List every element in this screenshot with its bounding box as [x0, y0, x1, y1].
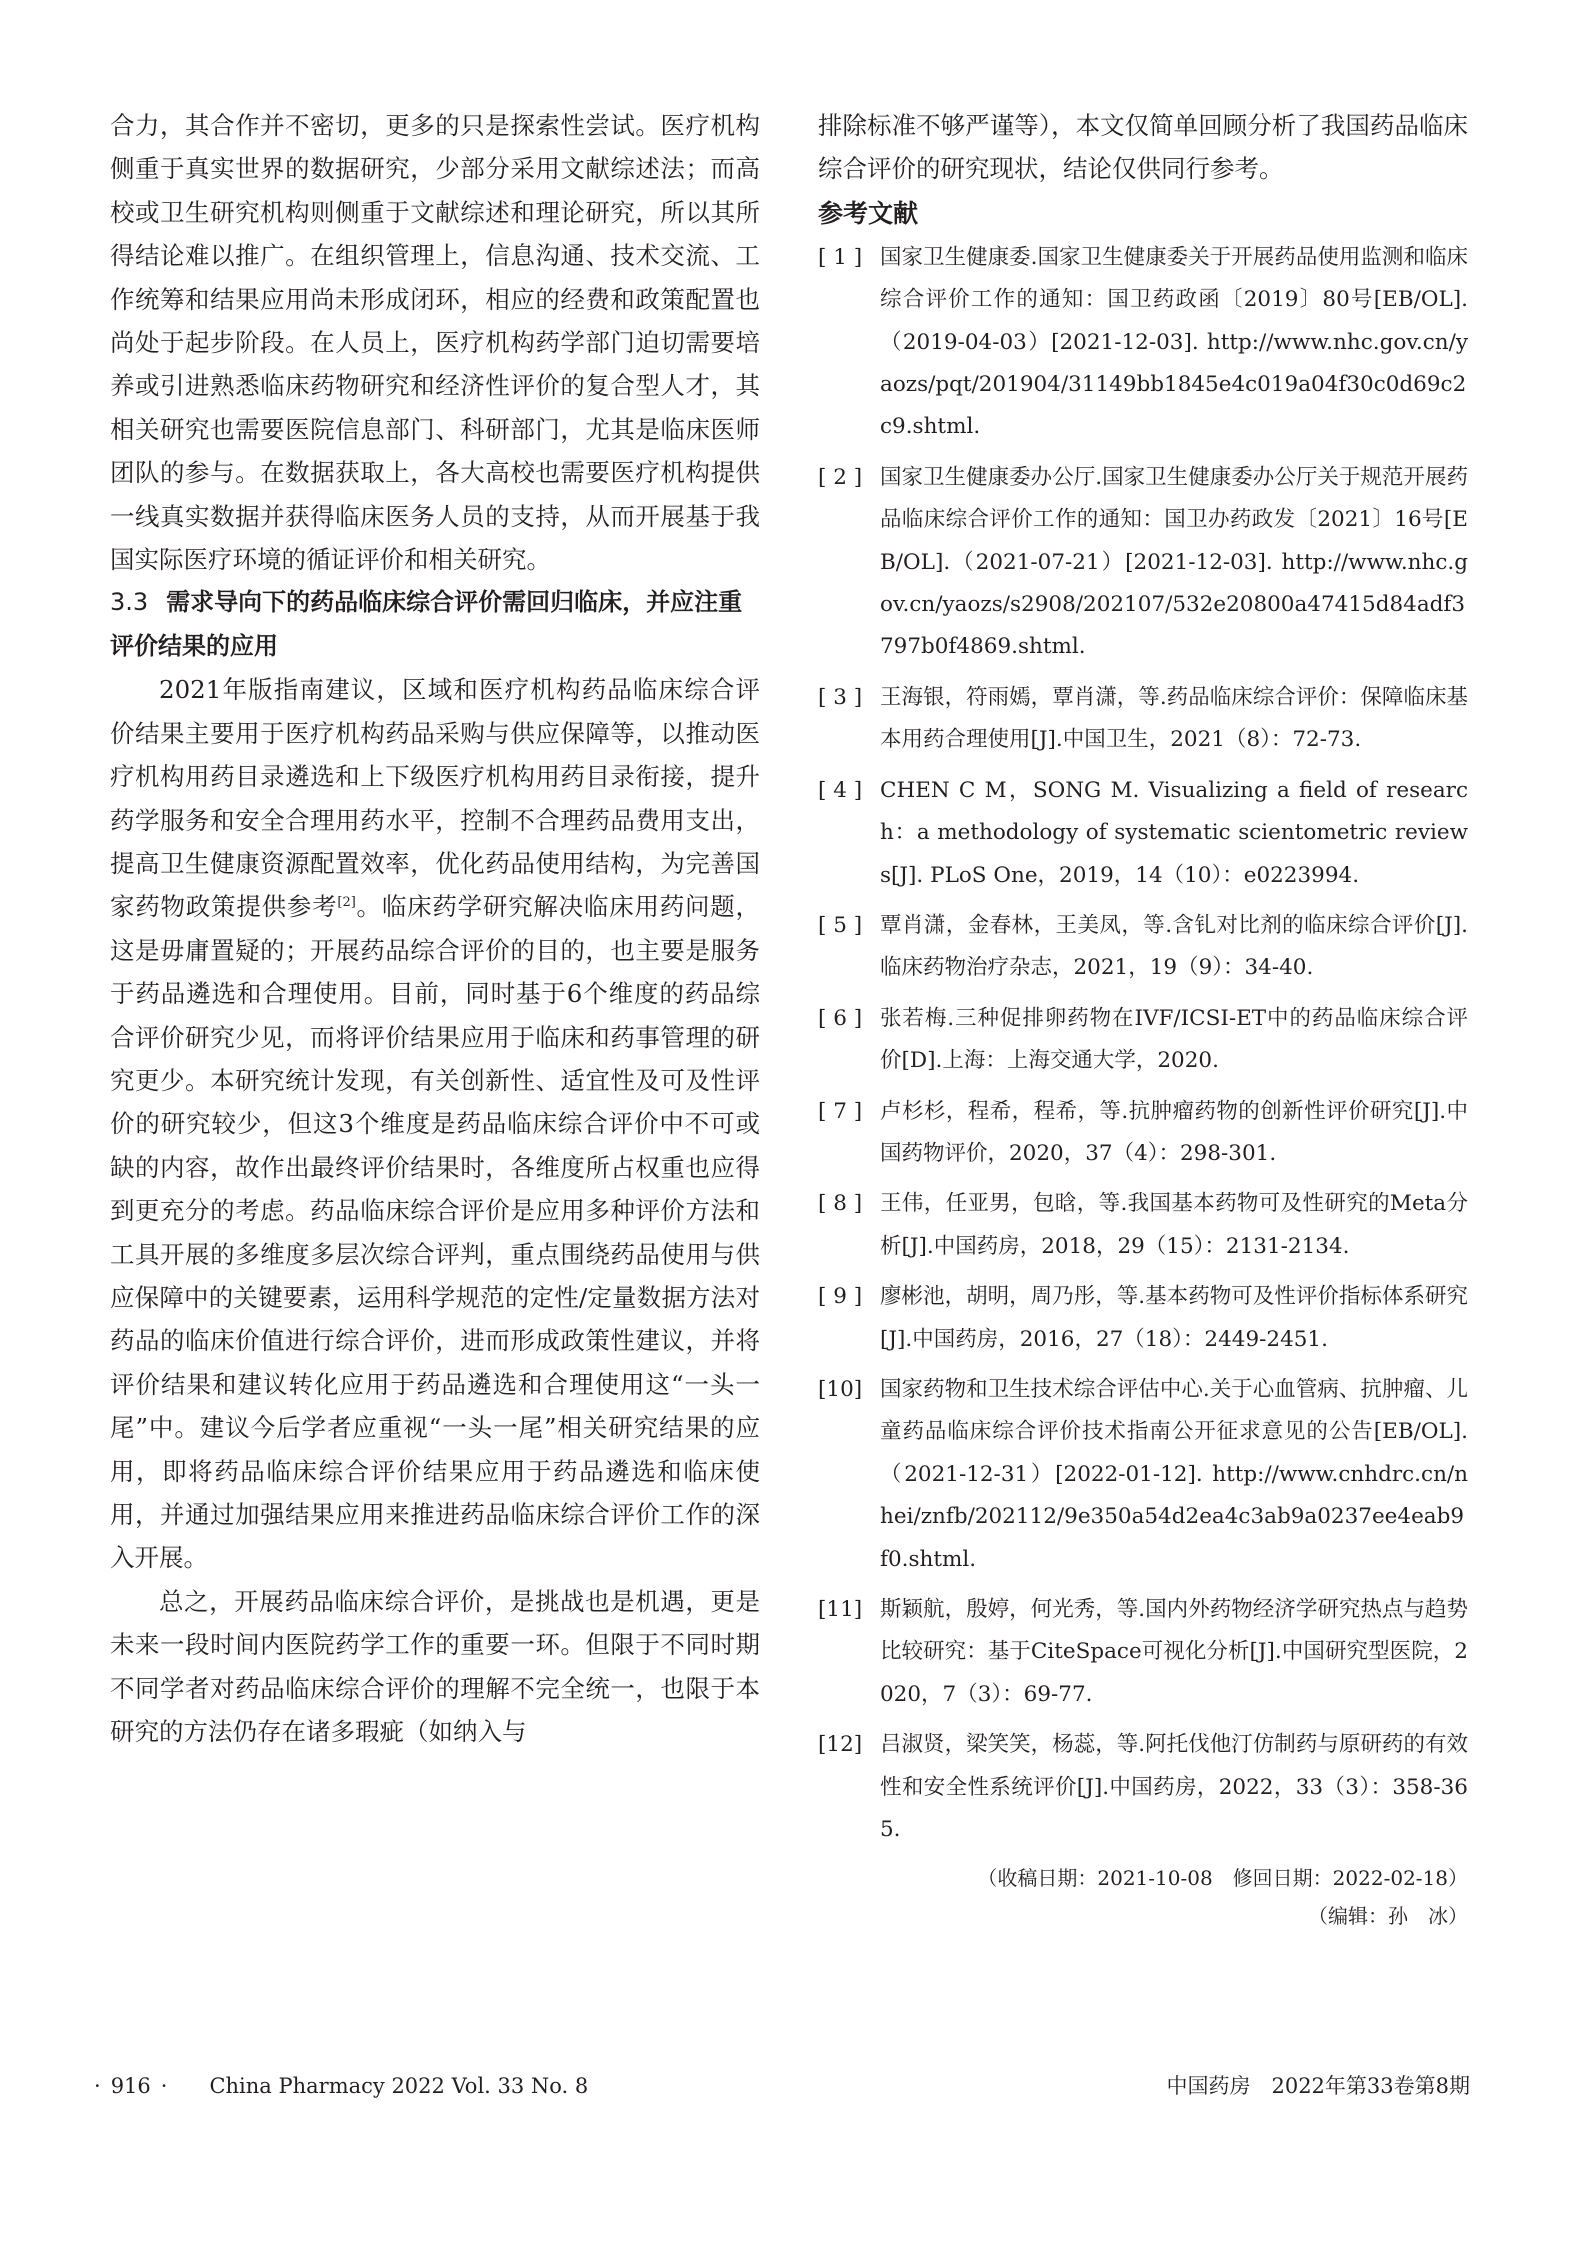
received-revised-dates: （收稿日期：2021-10-08 修回日期：2022-02-18） — [977, 1866, 1468, 1891]
reference-text: 国家卫生健康委办公厅.国家卫生健康委办公厅关于规范开展药品临床综合评价工作的通知：国卫办药政发〔2021〕16号[EB/OL].（2021-07-21）[2021-12-03]. http://www.nhc.gov.cn/yaozs/s2908/202107/532e20800a47415d84adf3797b0f4869.shtml. — [880, 464, 1468, 660]
footer-dot: · — [160, 2074, 168, 2098]
reference-text: 国家药物和卫生技术综合评估中心.关于心血管病、抗肿瘤、儿童药品临床综合评价技术指南公开征求意见的公告[EB/OL].（2021-12-31）[2022-01-12]. http://www.cnhdrc.cn/nhei/znfb/202112/9e350a54d2ea4c3ab9a0237ee4eab9f0.shtml. — [880, 1376, 1468, 1572]
reference-text: 廖彬池，胡明，周乃彤，等.基本药物可及性评价指标体系研究[J].中国药房，2016，27（18）：2449-2451. — [880, 1284, 1468, 1352]
reference-text: CHEN C M，SONG M. Visualizing a field of research：a methodology of systematic scientometric reviews[J]. PLoS One，2019，14（10）：e0223994. — [880, 777, 1468, 888]
footer-right — [1166, 2071, 1470, 2101]
reference-item — [818, 905, 1468, 990]
reference-item — [818, 1276, 1468, 1361]
citation-marker[interactable]: [2] — [337, 895, 356, 911]
reference-number: [ 1 ] — [818, 244, 863, 270]
page-number: 916 — [110, 2074, 151, 2098]
reference-text: 覃肖潇，金春林，王美凤，等.含钆对比剂的临床综合评价[J].临床药物治疗杂志，2021，19（9）：34-40. — [880, 912, 1468, 981]
reference-number: [ 9 ] — [818, 1284, 863, 1310]
references-heading: 参考文献 — [818, 198, 919, 228]
section-title: 需求导向下的药品临床综合评价需回归临床，并应注重评价结果的应用 — [110, 588, 743, 660]
reference-list — [818, 237, 1468, 1852]
reference-item — [818, 1369, 1468, 1581]
reference-number: [ 3 ] — [818, 684, 863, 710]
body-paragraph: 总之，开展药品临床综合评价，是挑战也是机遇，更是未来一段时间内医院药学工作的重要一环。但限于不同时期不同学者对药品临床综合评价的理解不完全统一，也限于本研究的方法仍存在诸多瑕疵（如纳入与 — [110, 1586, 760, 1747]
reference-text: 国家卫生健康委.国家卫生健康委关于开展药品使用监测和临床综合评价工作的通知：国卫药政函〔2019〕80号[EB/OL].（2019-04-03）[2021-12-03]. http://www.nhc.gov.cn/yaozs/pqt/201904/31149bb1845e4c019a04f30c0d69c2c9.shtml. — [880, 244, 1468, 440]
section-number: 3.3 — [110, 588, 149, 617]
journal-name-cn: 中国药房 2022年第33卷第8期 — [1166, 2074, 1470, 2098]
reference-text: 王海银，符雨嫣，覃肖潇，等.药品临床综合评价：保障临床基本用药合理使用[J].中国卫生，2021（8）：72-73. — [880, 684, 1468, 753]
reference-text: 吕淑贤，梁笑笑，杨蕊，等.阿托伐他汀仿制药与原研药的有效性和安全性系统评价[J].中国药房，2022，33（3）：358-365. — [880, 1732, 1468, 1843]
reference-number: [ 2 ] — [818, 464, 863, 490]
reference-number: [11] — [818, 1597, 863, 1622]
reference-item — [818, 998, 1468, 1083]
paragraph-text: 2021年版指南建议，区域和医疗机构药品临床综合评价结果主要用于医疗机构药品采购与供应保障等，以推动医疗机构用药目录遴选和上下级医疗机构用药目录衔接，提升药学服务和安全合理用药水平，控制不合理药品费用支出，提高卫生健康资源配置效率，优化药品使用结构，为完善国家药物政策提供参考 — [110, 675, 760, 922]
reference-text: 张若梅.三种促排卵药物在IVF/ICSI-ET中的药品临床综合评价[D].上海：上海交通大学，2020. — [880, 1005, 1468, 1074]
reference-number: [ 4 ] — [818, 777, 863, 803]
reference-item — [818, 1589, 1468, 1716]
left-column — [110, 104, 760, 1753]
reference-text: 卢杉杉，程希，程希，等.抗肿瘤药物的创新性评价研究[J].中国药物评价，2020，37（4）：298-301. — [880, 1098, 1468, 1166]
reference-item — [818, 1183, 1468, 1268]
footer-left — [88, 2071, 588, 2101]
editor-credit: （编辑：孙 冰） — [1308, 1904, 1468, 1929]
journal-name-en: China Pharmacy 2022 Vol. 33 No. 8 — [209, 2074, 589, 2098]
reference-number: [ 8 ] — [818, 1191, 863, 1217]
reference-item — [818, 770, 1468, 897]
body-paragraph: 排除标准不够严谨等），本文仅简单回顾分析了我国药品临床综合评价的研究现状，结论仅供同行参考。 — [818, 111, 1468, 184]
reference-text: 王伟，任亚男，包晗，等.我国基本药物可及性研究的Meta分析[J].中国药房，2018，29（15）：2131-2134. — [880, 1191, 1468, 1259]
reference-number: [10] — [818, 1376, 863, 1402]
reference-number: [ 6 ] — [818, 1005, 863, 1031]
reference-number: [12] — [818, 1732, 863, 1758]
reference-item — [818, 237, 1468, 449]
body-paragraph: 合力，其合作并不密切，更多的只是探索性尝试。医疗机构侧重于真实世界的数据研究，少部分采用文献综述法；而高校或卫生研究机构则侧重于文献综述和理论研究，所以其所得结论难以推广。在组织管理上，信息沟通、技术交流、工作统筹和结果应用尚未形成闭环，相应的经费和政策配置也尚处于起步阶段。在人员上，医疗机构药学部门迫切需要培养或引进熟悉临床药物研究和经济性评价的复合型人才，其相关研究也需要医院信息部门、科研部门，尤其是临床医师团队的参与。在数据获取上，各大高校也需要医疗机构提供一线真实数据并获得临床医务人员的支持，从而开展基于我国实际医疗环境的循证评价和相关研究。 — [110, 111, 760, 575]
reference-number: [ 5 ] — [818, 912, 863, 938]
right-column — [818, 104, 1468, 1935]
section-heading-3-3 — [110, 581, 760, 668]
footer-dot: · — [94, 2074, 101, 2098]
reference-item — [818, 1091, 1468, 1176]
reference-item — [818, 457, 1468, 669]
body-paragraph — [110, 668, 760, 1580]
reference-text: 斯颖航，殷婷，何光秀，等.国内外药物经济学研究热点与趋势比较研究：基于CiteSpace可视化分析[J].中国研究型医院，2020，7（3）：69-77. — [880, 1597, 1468, 1707]
reference-item — [818, 1724, 1468, 1851]
paragraph-text: 。临床药学研究解决临床用药问题，这是毋庸置疑的；开展药品综合评价的目的，也主要是服务于药品遴选和合理使用。目前，同时基于6个维度的药品综合评价研究少见，而将评价结果应用于临床和药事管理的研究更少。本研究统计发现，有关创新性、适宜性及可及性评价的研究较少，但这3个维度是药品临床综合评价中不可或缺的内容，故作出最终评价结果时，各维度所占权重也应得到更充分的考虑。药品临床综合评价是应用多种评价方法和工具开展的多维度多层次综合评判，重点围绕药品使用与供应保障中的关键要素，运用科学规范的定性/定量数据方法对药品的临床价值进行综合评价，进而形成政策性建议，并将评价结果和建议转化应用于药品遴选和合理使用这“一头一尾”中。建议今后学者应重视“一头一尾”相关研究结果的应用，即将药品临床综合评价结果应用于药品遴选和临床使用，并通过加强结果应用来推进药品临床综合评价工作的深入开展。 — [110, 892, 761, 1573]
reference-item — [818, 677, 1468, 762]
reference-number: [ 7 ] — [818, 1098, 863, 1124]
